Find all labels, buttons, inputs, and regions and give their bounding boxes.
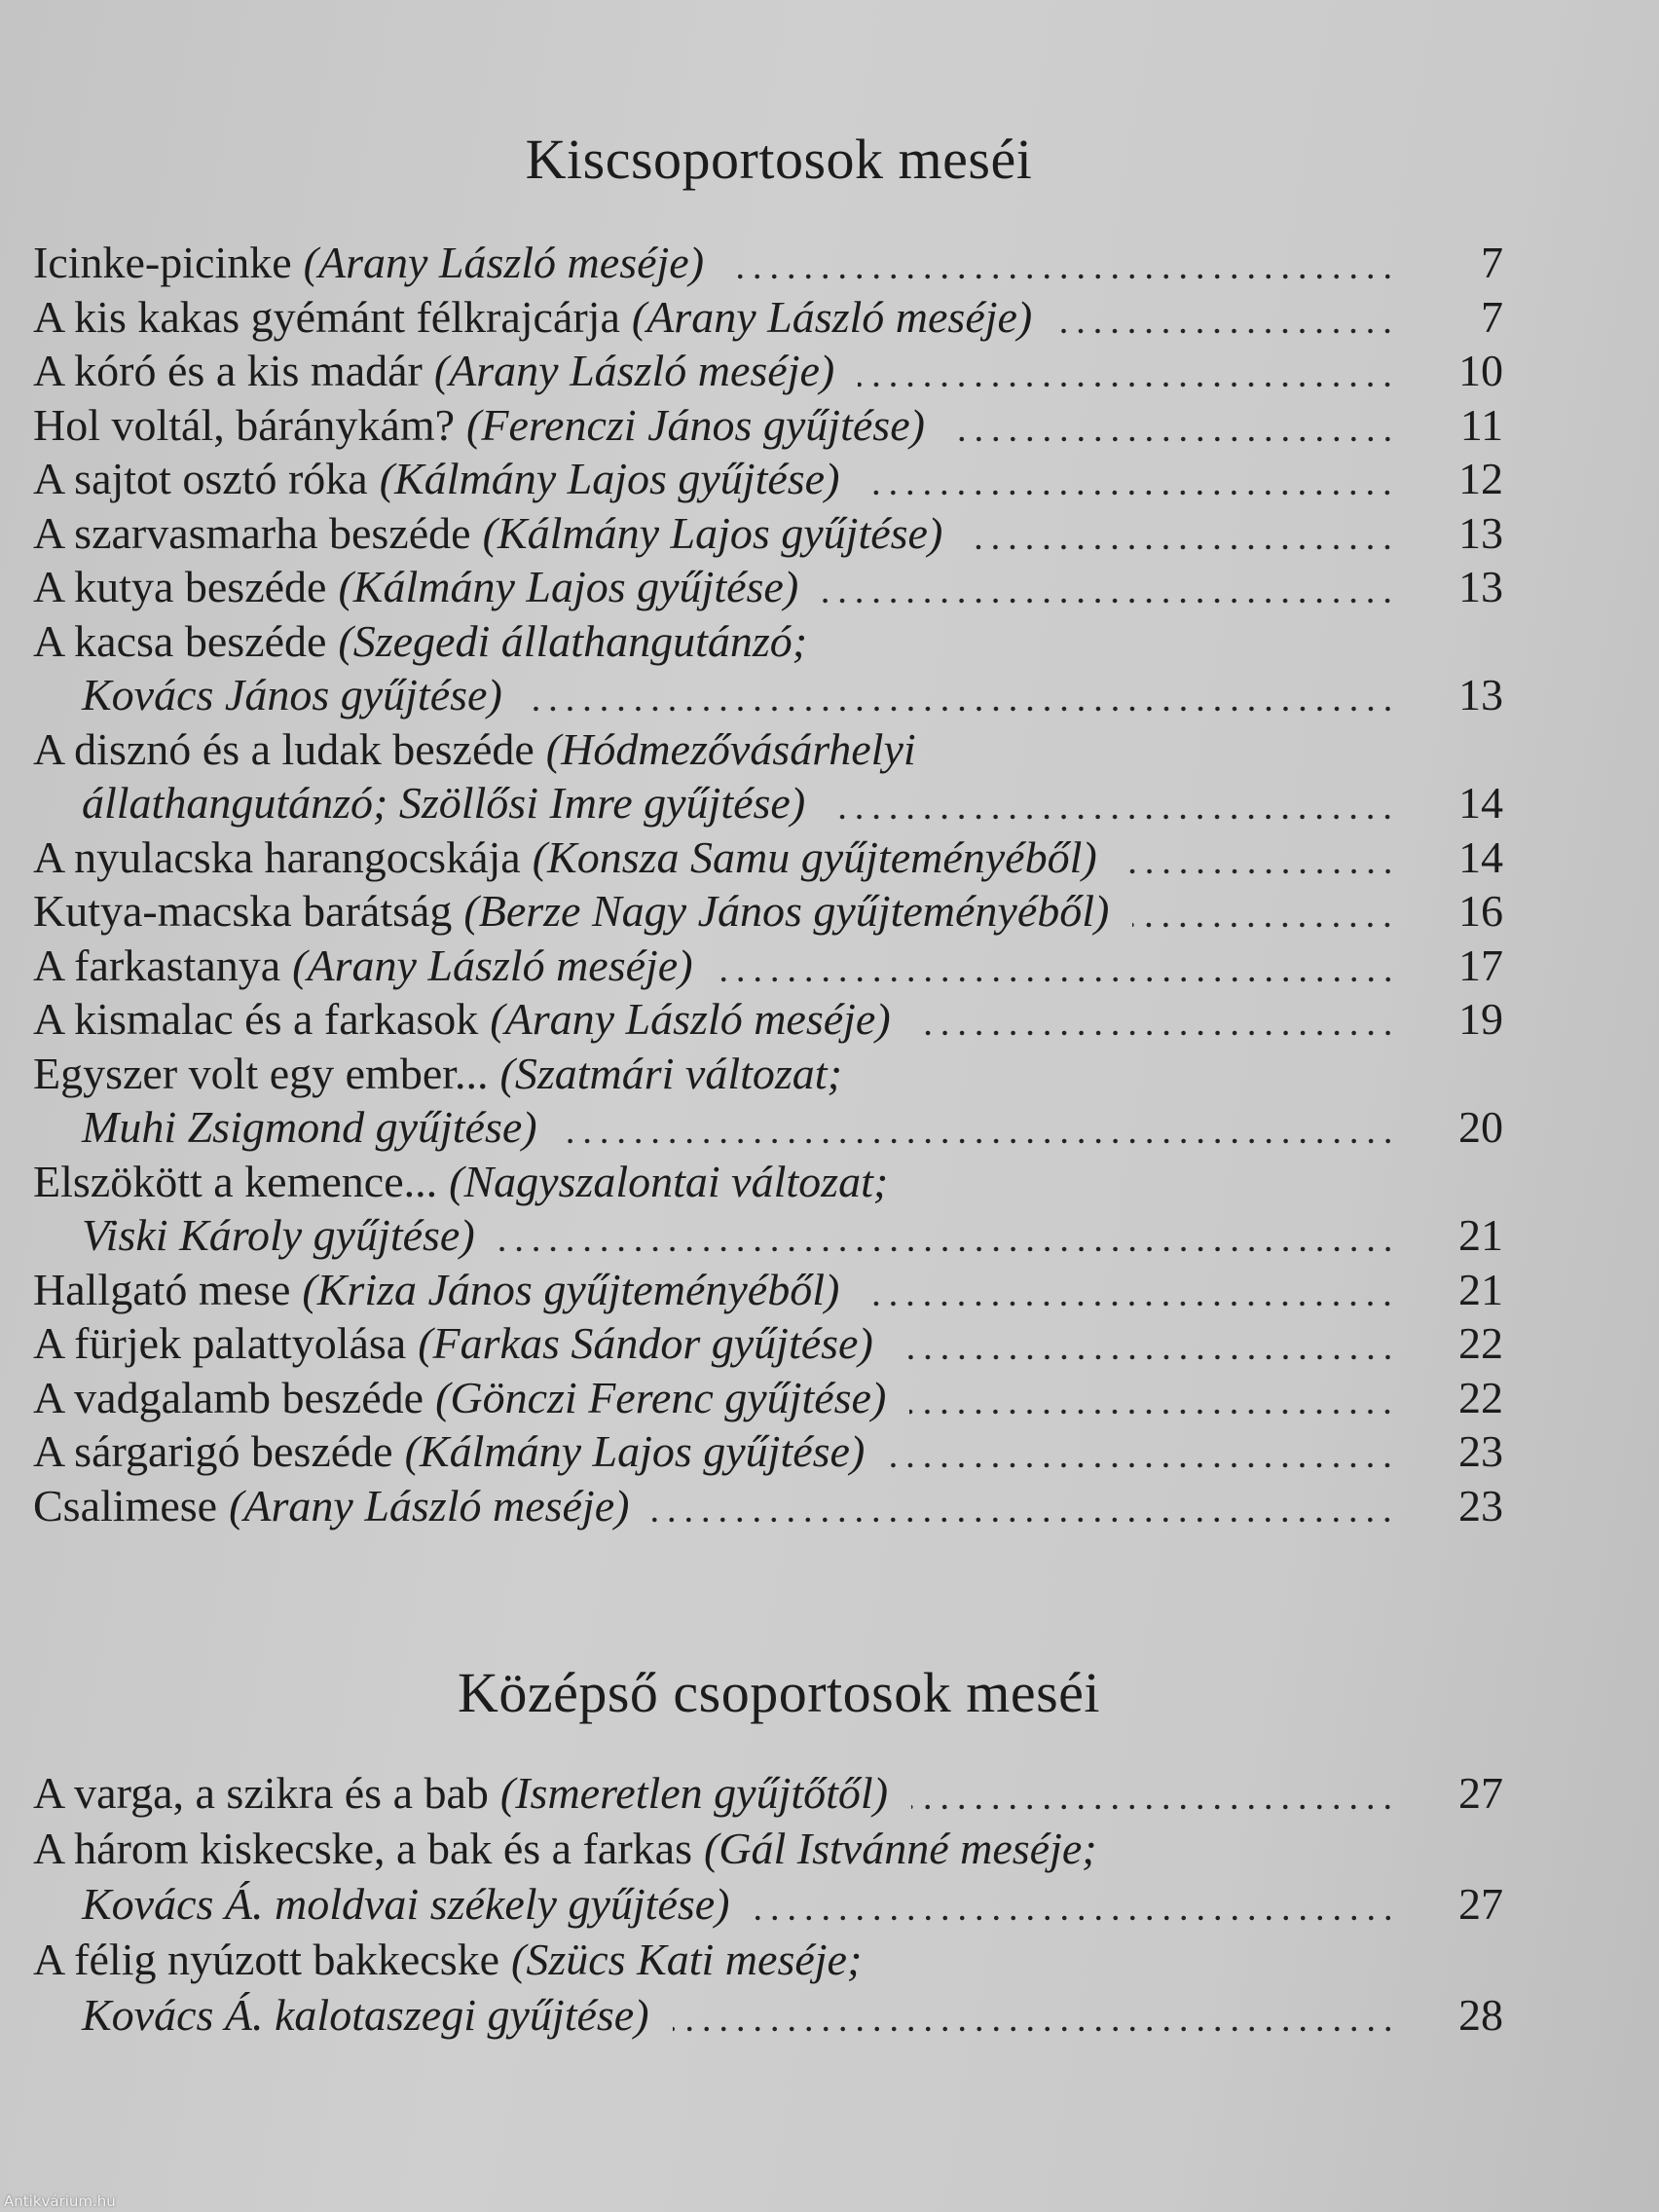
entry-source: (Ferenczi János gyűjtése): [466, 399, 925, 450]
toc-entry[interactable]: [33, 612, 1503, 667]
dot-leader: [863, 1301, 1396, 1307]
dot-leader: [754, 1915, 1397, 1921]
entry-title: Elszökött a kemence...: [33, 1156, 438, 1206]
dot-leader: [948, 436, 1396, 442]
toc-entry[interactable]: [33, 829, 1503, 883]
page-number: 7: [1481, 238, 1503, 287]
page-number: 17: [1458, 940, 1503, 990]
page-number: 13: [1458, 507, 1503, 558]
entry-title: A disznó és a ludak beszéde: [33, 723, 535, 774]
entry-title: Kutya-macska barátság: [33, 886, 453, 936]
page-number: 7: [1481, 291, 1503, 342]
toc-entry-continuation[interactable]: [82, 1986, 1503, 2041]
entry-title: Egyszer volt egy ember...: [33, 1048, 489, 1098]
page-number: 27: [1458, 1879, 1503, 1929]
toc-entry[interactable]: [33, 1820, 1503, 1874]
entry-title: A farkastanya: [33, 940, 281, 990]
page-number: 23: [1458, 1480, 1503, 1530]
page-number: 11: [1459, 399, 1503, 450]
toc-entry[interactable]: [33, 342, 1503, 396]
toc-entry[interactable]: [33, 1931, 1503, 1985]
page-number: 28: [1458, 1990, 1503, 2040]
entry-source: (Arany László meséje): [490, 994, 891, 1044]
entry-title: A félig nyúzott bakkecske: [33, 1935, 500, 1984]
entry-title: A kacsa beszéde: [33, 615, 327, 666]
entry-title: A vadgalamb beszéde: [33, 1372, 424, 1422]
page-number: 13: [1458, 562, 1503, 611]
entry-source: (Szücs Kati meséje;: [511, 1935, 863, 1984]
entry-source: (Arany László meséje): [292, 940, 693, 990]
entry-source: (Gál Istvánné meséje;: [703, 1824, 1097, 1873]
entry-source: (Arany László meséje): [433, 346, 835, 395]
toc-entry[interactable]: [33, 882, 1503, 937]
section-title: Kiscsoportosok meséi: [525, 128, 1033, 191]
section-title: Középső csoportosok meséi: [457, 1661, 1101, 1724]
dot-leader: [909, 1409, 1396, 1415]
toc-entry[interactable]: [33, 450, 1503, 504]
dot-leader: [966, 544, 1396, 550]
toc-entry[interactable]: [33, 1477, 1503, 1531]
page-number: 14: [1458, 831, 1503, 882]
entry-title: Csalimese: [33, 1480, 218, 1530]
toc-entry[interactable]: [33, 1261, 1503, 1315]
page-number: 23: [1458, 1426, 1503, 1476]
dot-leader: [673, 2026, 1396, 2032]
dot-leader: [1121, 868, 1396, 874]
toc-entry[interactable]: [33, 504, 1503, 559]
toc-entry[interactable]: [33, 396, 1503, 451]
toc-entry[interactable]: [33, 1153, 1503, 1207]
entry-source: (Hódmezővásárhelyi: [545, 723, 916, 774]
entry-source: (Nagyszalontai változat;: [449, 1156, 889, 1206]
entry-title: A kismalac és a farkasok: [33, 994, 479, 1044]
entry-title: A sajtot osztó róka: [33, 454, 368, 503]
entry-title: A kis kakas gyémánt félkrajcárja: [33, 291, 620, 342]
toc-entry[interactable]: [33, 1369, 1503, 1423]
entry-source: (Berze Nagy János gyűjteményéből): [463, 886, 1110, 936]
page-number: 27: [1458, 1768, 1503, 1818]
dot-leader: [498, 1246, 1396, 1252]
entry-title: A kutya beszéde: [33, 562, 327, 611]
dot-leader: [829, 814, 1396, 820]
entry-source: (Szegedi állathangutánzó;: [338, 615, 808, 666]
toc-entry[interactable]: [33, 937, 1503, 991]
dot-leader: [911, 1804, 1396, 1810]
dot-leader: [858, 382, 1396, 387]
toc-entry[interactable]: [33, 1045, 1503, 1099]
toc-entry[interactable]: [33, 990, 1503, 1045]
entry-source: Muhi Zsigmond gyűjtése): [82, 1102, 537, 1152]
toc-entry-continuation[interactable]: [82, 1875, 1503, 1930]
entry-source: (Arany László meséje): [229, 1480, 630, 1530]
entry-source: (Kálmány Lajos gyűjtése): [404, 1426, 866, 1476]
entry-title: Icinke-picinke: [33, 238, 292, 287]
page-number: 12: [1458, 454, 1503, 503]
toc-entry[interactable]: [33, 1764, 1503, 1819]
page-number: 22: [1458, 1372, 1503, 1422]
entry-source: (Arany László meséje): [631, 291, 1033, 342]
toc-entry-continuation[interactable]: [82, 774, 1503, 829]
entry-title: A fürjek palattyolása: [33, 1318, 407, 1368]
entry-source: (Szatmári változat;: [499, 1048, 842, 1098]
dot-leader: [561, 1138, 1396, 1144]
entry-source: Viski Károly gyűjtése): [82, 1210, 475, 1260]
toc-entry[interactable]: [33, 558, 1503, 612]
dot-leader: [717, 977, 1396, 982]
entry-source: (Gönczi Ferenc gyűjtése): [435, 1372, 887, 1422]
dot-leader: [652, 1517, 1396, 1523]
dot-leader: [1132, 922, 1396, 928]
page-number: 21: [1458, 1210, 1503, 1260]
dot-leader: [526, 706, 1396, 712]
toc-entry[interactable]: [33, 234, 1503, 288]
entry-source: Kovács Á. kalotaszegi gyűjtése): [82, 1990, 649, 2040]
entry-source: (Kálmány Lajos gyűjtése): [482, 507, 943, 558]
page-number: 21: [1458, 1264, 1503, 1314]
entry-source: Kovács János gyűjtése): [82, 670, 502, 719]
entry-source: (Arany László meséje): [303, 238, 705, 287]
entry-source: (Farkas Sándor gyűjtése): [418, 1318, 873, 1368]
entry-title: A kóró és a kis madár: [33, 346, 423, 395]
entry-source: (Kálmány Lajos gyűjtése): [338, 562, 799, 611]
page-number: 19: [1458, 994, 1503, 1044]
page-number: 13: [1458, 670, 1503, 719]
toc-entry[interactable]: [33, 1422, 1503, 1477]
page-number: 14: [1458, 778, 1503, 828]
entry-source: (Kálmány Lajos gyűjtése): [379, 454, 840, 503]
page-number: 16: [1458, 886, 1503, 936]
watermark: Antikvárium.hu: [4, 2193, 116, 2210]
toc-entry-continuation[interactable]: [82, 666, 1503, 720]
page-number: 20: [1458, 1102, 1503, 1152]
page-number: 22: [1458, 1318, 1503, 1368]
page-number: 10: [1458, 346, 1503, 395]
dot-leader: [914, 1030, 1396, 1036]
entry-source: (Kriza János gyűjteményéből): [302, 1264, 840, 1314]
toc-entry[interactable]: [33, 720, 1503, 775]
entry-title: Hol voltál, báránykám?: [33, 399, 456, 450]
entry-title: A nyulacska harangocskája: [33, 831, 521, 882]
entry-source: (Konsza Samu gyűjteményéből): [532, 831, 1097, 882]
entry-title: A sárgarigó beszéde: [33, 1426, 393, 1476]
toc-entry-continuation[interactable]: [82, 1206, 1503, 1261]
dot-leader: [1055, 328, 1396, 334]
entry-title: A szarvasmarha beszéde: [33, 507, 471, 558]
entry-title: A varga, a szikra és a bab: [33, 1768, 489, 1818]
toc-entry[interactable]: [33, 1314, 1503, 1369]
dot-leader: [822, 598, 1396, 604]
dot-leader: [863, 490, 1396, 496]
entry-title: Hallgató mese: [33, 1264, 291, 1314]
entry-title: A három kiskecske, a bak és a farkas: [33, 1824, 692, 1873]
entry-source: (Ismeretlen gyűjtőtől): [499, 1768, 889, 1818]
entry-source: állathangutánzó; Szöllősi Imre gyűjtése): [82, 778, 806, 828]
dot-leader: [727, 274, 1396, 279]
dot-leader: [897, 1354, 1396, 1360]
toc-entry-continuation[interactable]: [82, 1098, 1503, 1153]
entry-source: Kovács Á. moldvai székely gyűjtése): [82, 1879, 730, 1929]
dot-leader: [888, 1462, 1396, 1468]
toc-entry[interactable]: [33, 288, 1503, 343]
